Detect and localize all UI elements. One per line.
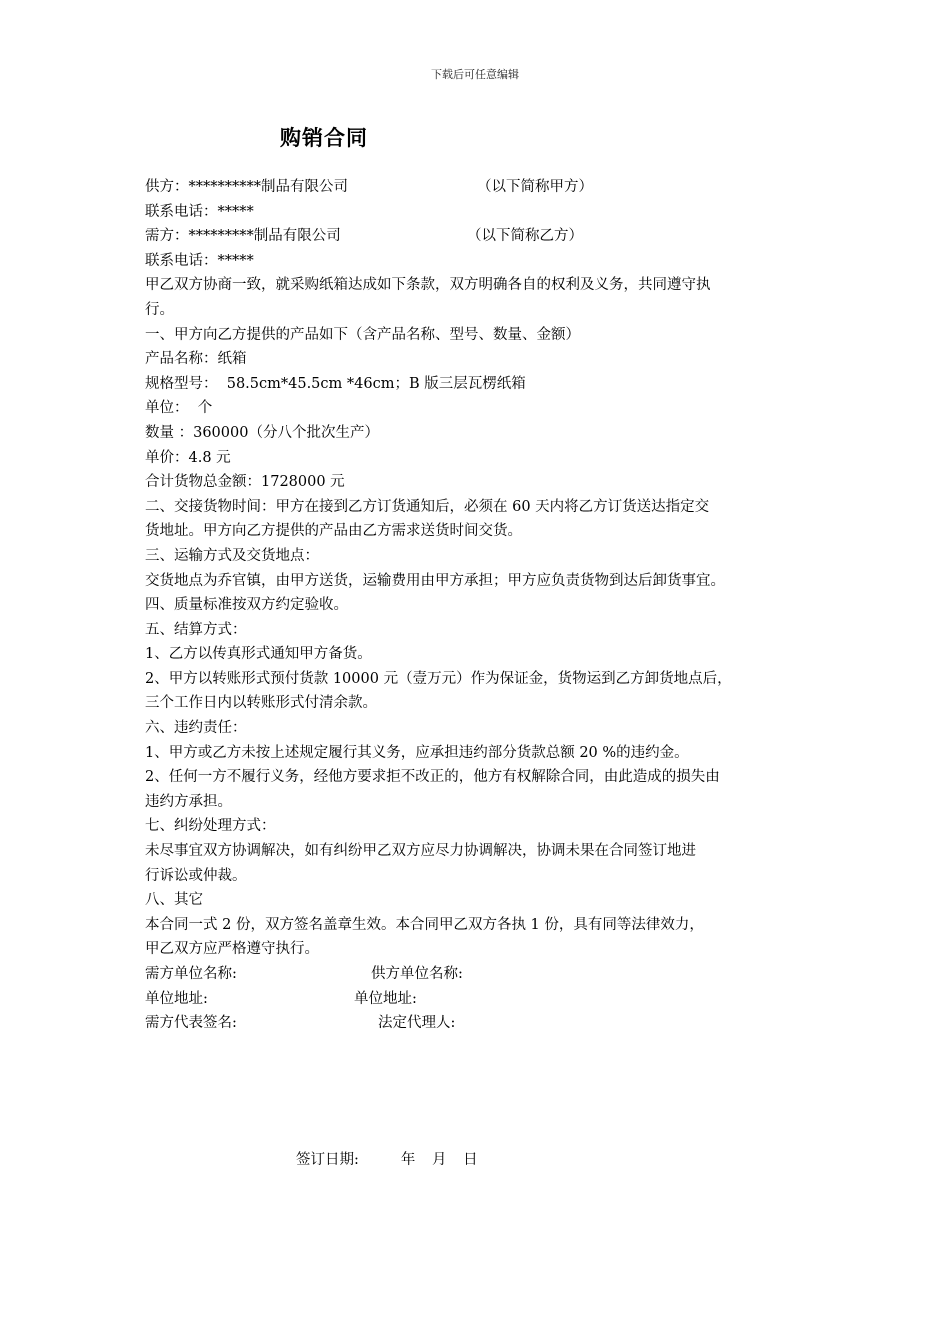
section8-line-2: 甲乙双方应严格遵守执行。 [145,941,319,958]
section2-line-1: 二、交接货物时间：甲方在接到乙方订货通知后，必须在 60 天内将乙方订货送达指定交 [145,498,710,515]
supplier-phone: 联系电话：***** [145,203,254,220]
sign-date [296,1148,478,1169]
contract-body [145,175,810,1036]
section6-item2-line-2: 违约方承担。 [145,793,232,810]
section8-heading: 八、其它 [145,892,203,909]
supplier-rep-label: 法定代理人: [378,1015,456,1032]
section5-item1: 1、乙方以传真形式通知甲方备货。 [145,646,372,663]
section5-heading: 五、结算方式： [145,621,247,638]
supplier-name: 供方：**********制品有限公司 [145,179,348,195]
sign-date-label: 签订日期: [296,1152,359,1168]
buyer-unit-label: 需方单位名称: [145,966,237,982]
product-spec: 规格型号： 58.5cm*45.5cm *46cm；B 版三层瓦楞纸箱 [145,375,526,392]
section7-line-1: 未尽事宜双方协调解决，如有纠纷甲乙双方应尽力协调解决，协调未果在合同签订地进 [145,843,696,860]
signature-address-row [145,987,810,1012]
section6-item1: 1、甲方或乙方未按上述规定履行其义务，应承担违约部分货款总额 20 %的违约金。 [145,744,689,761]
section3-heading: 三、运输方式及交货地点： [145,547,319,564]
buyer-rep-label: 需方代表签名: [145,1015,237,1032]
supplier-line [145,175,810,200]
supplier-address-label: 单位地址: [354,990,417,1007]
buyer-address-label: 单位地址: [145,990,208,1007]
section8-line-1: 本合同一式 2 份，双方签名盖章生效。本合同甲乙双方各执 1 份，具有同等法律效力， [145,916,704,933]
supplier-unit-label: 供方单位名称: [371,966,463,982]
sign-date-ymd: 年 月 日 [400,1152,478,1168]
header-note: 下载后可任意编辑 [431,68,519,81]
product-unit: 单位： 个 [145,400,213,417]
intro-line-2: 行。 [145,301,174,318]
supplier-alias: （以下简称甲方） [477,179,593,195]
section1-heading: 一、甲方向乙方提供的产品如下（含产品名称、型号、数量、金额） [145,326,580,343]
section4-text: 四、质量标准按双方约定验收。 [145,597,348,614]
buyer-alias: （以下简称乙方） [467,228,583,245]
section6-item2-line-1: 2、任何一方不履行义务，经他方要求拒不改正的，他方有权解除合同，由此造成的损失由 [145,769,720,786]
product-quantity: 数量 ：360000（分八个批次生产） [145,424,379,441]
contract-title: 购销合同 [280,126,368,150]
signature-rep-row [145,1011,810,1036]
signature-unit-row [145,962,810,987]
section5-item2-line-2: 三个工作日内以转账形式付清余款。 [145,695,377,712]
section6-heading: 六、违约责任： [145,720,247,737]
section7-heading: 七、纠纷处理方式： [145,818,276,835]
buyer-line [145,224,810,249]
intro-line-1: 甲乙双方协商一致，就采购纸箱达成如下条款，双方明确各自的权利及义务，共同遵守执 [145,277,711,294]
buyer-name: 需方：*********制品有限公司 [145,228,341,245]
product-name: 产品名称：纸箱 [145,351,247,368]
product-unit-price: 单价：4.8 元 [145,449,231,466]
product-total: 合计货物总金额：1728000 元 [145,474,345,491]
section3-text: 交货地点为乔官镇，由甲方送货，运输费用由甲方承担；甲方应负责货物到达后卸货事宜。 [145,572,725,589]
section5-item2-line-1: 2、甲方以转账形式预付货款 10000 元（壹万元）作为保证金，货物运到乙方卸货地点后， [145,670,732,687]
section2-line-2: 货地址。甲方向乙方提供的产品由乙方需求送货时间交货。 [145,523,522,540]
section7-line-2: 行诉讼或仲裁。 [145,867,247,884]
buyer-phone: 联系电话：***** [145,252,254,269]
